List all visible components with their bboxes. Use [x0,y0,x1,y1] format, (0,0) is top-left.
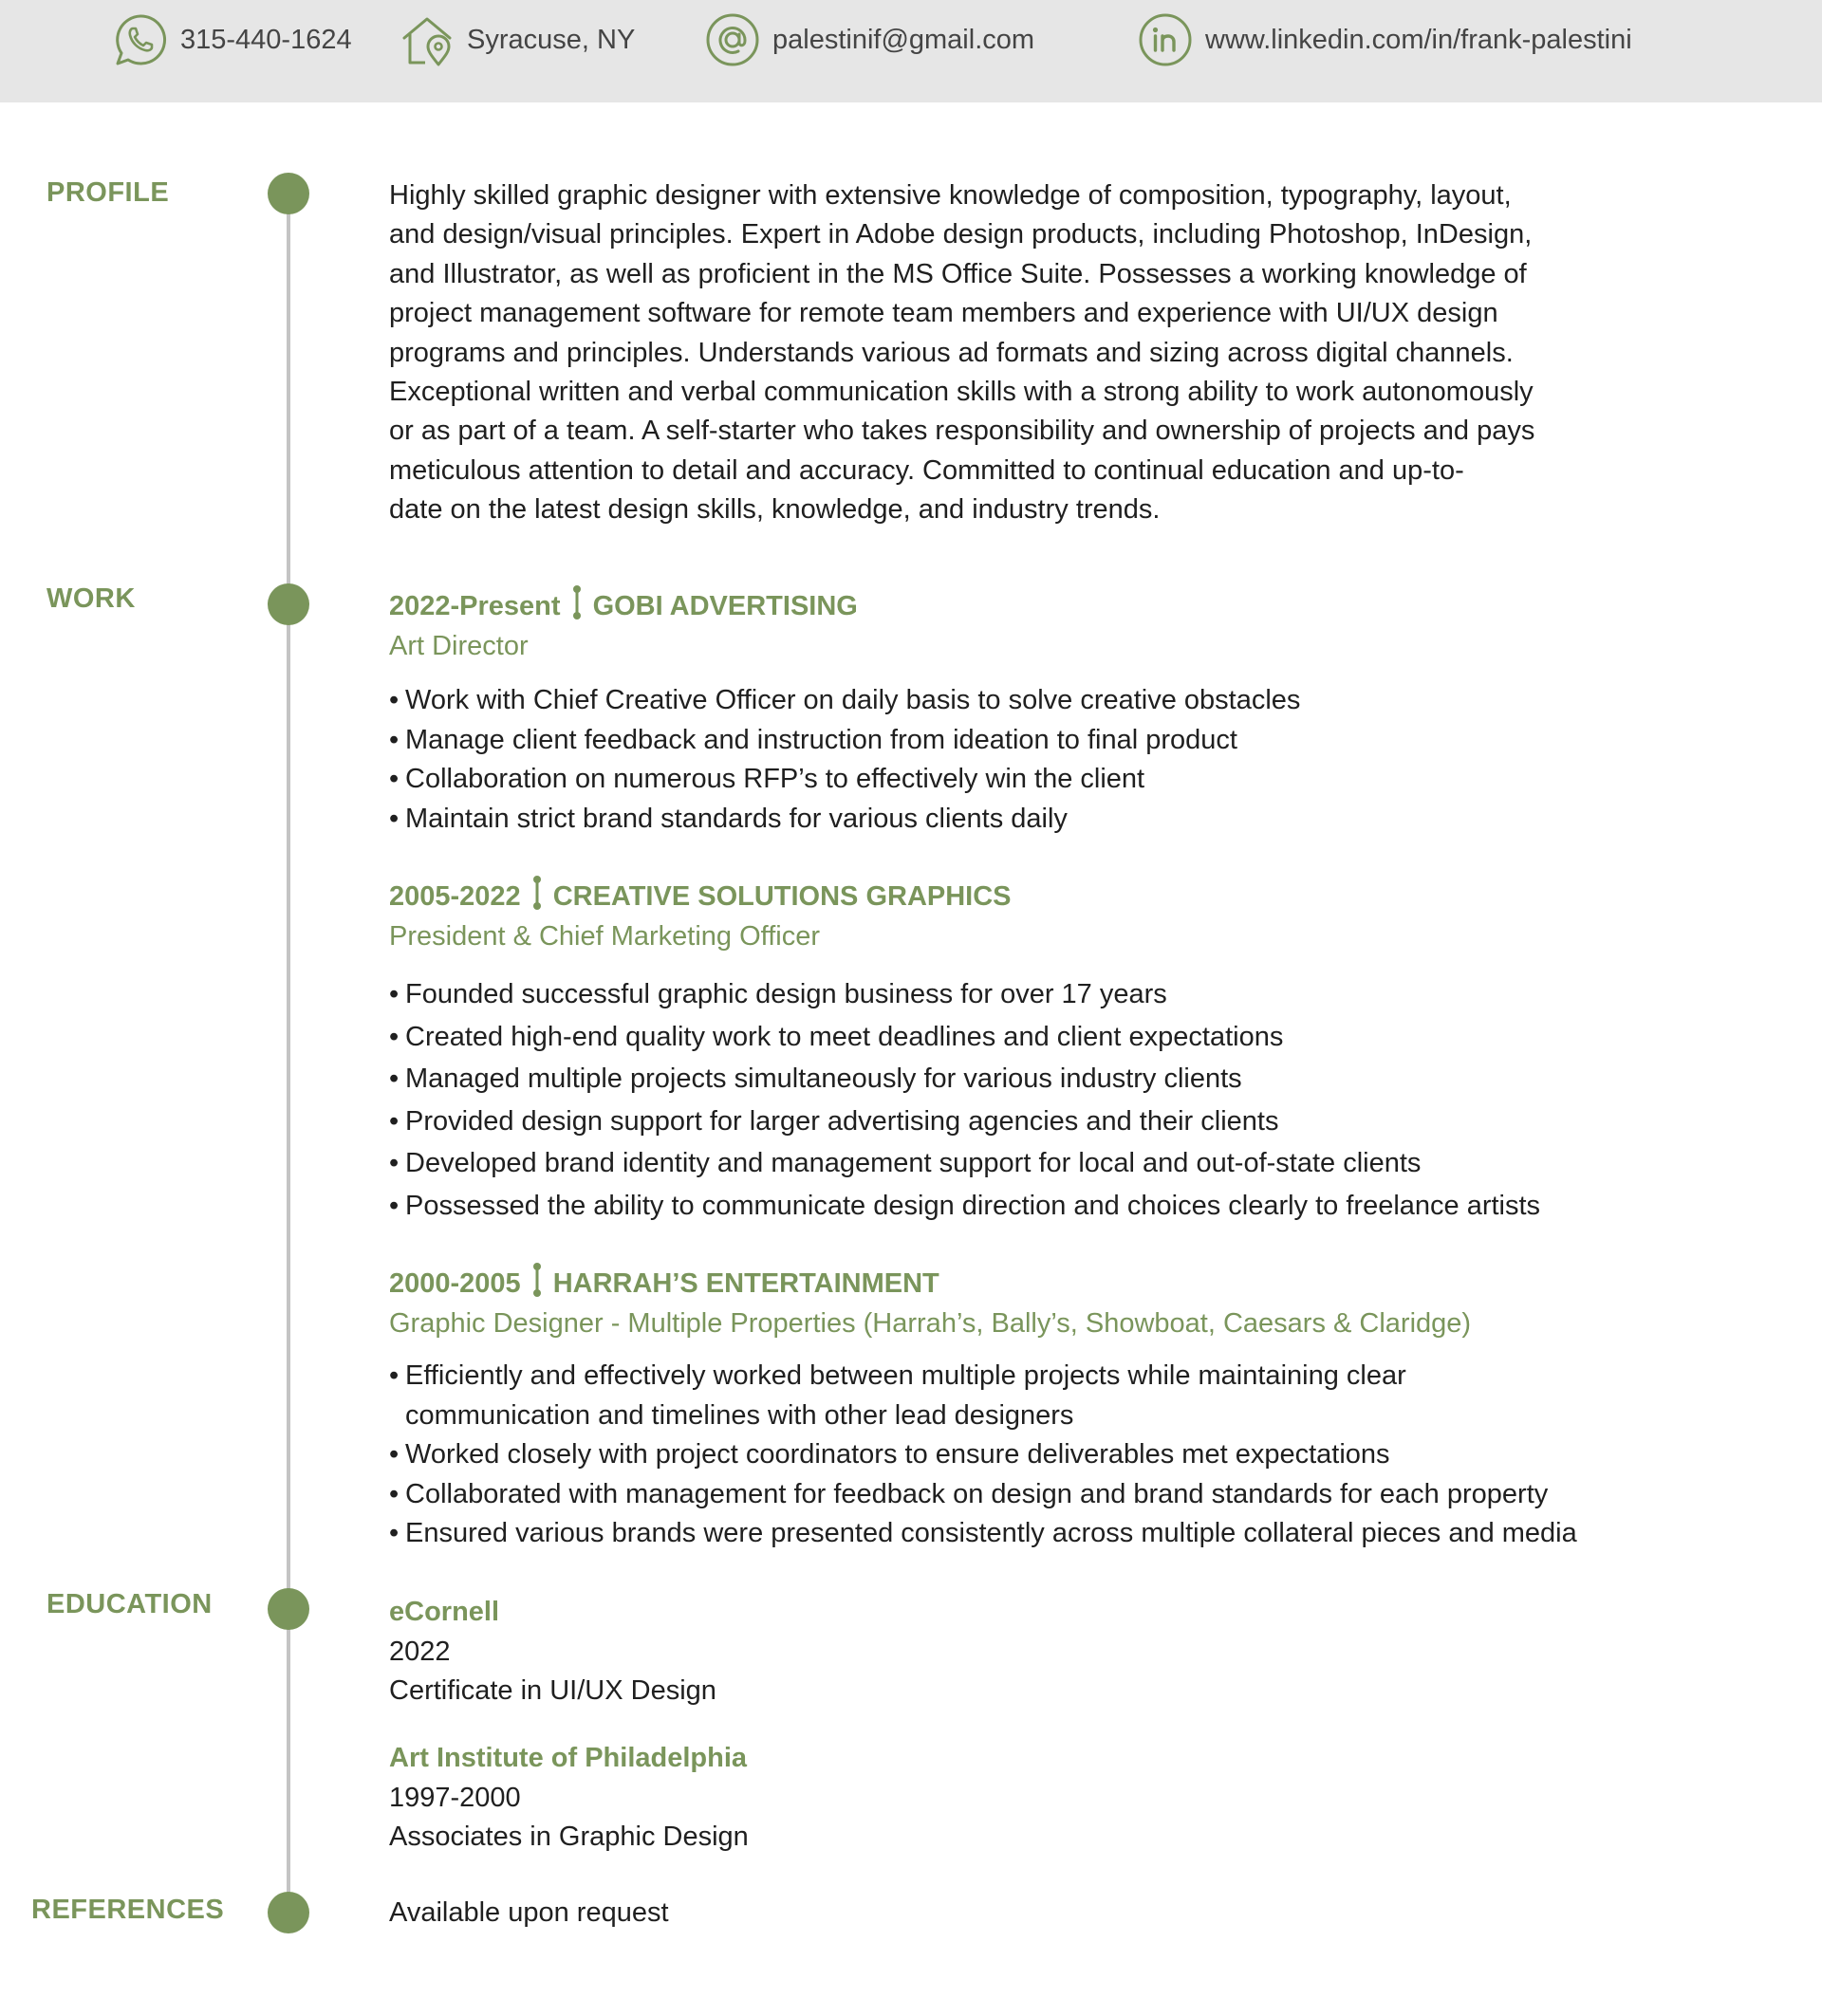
timeline-dot-education [268,1588,309,1630]
education-entry-art-institute [389,1739,1775,1858]
profile-line: project management software for remote team members and experience with UI/UX design [389,298,1498,329]
list-item: • Worked closely with project coordinators to ensure deliverables met expectations [389,1435,1775,1475]
work-entry-gobi [389,586,1775,839]
profile-line: date on the latest design skills, knowledge, and industry trends. [389,494,1161,526]
edu-years: 2022 [389,1636,451,1667]
contact-linkedin[interactable] [1137,0,1632,80]
timeline-dot-work [268,583,309,625]
list-item: • Created high-end quality work to meet deadlines and client expectations [389,1016,1775,1059]
list-item: • Collaboration on numerous RFP’s to effectively win the client [389,760,1775,800]
location-text: Syracuse, NY [467,24,636,55]
section-title-education: EDUCATION [46,1589,213,1619]
references-text: Available upon request [389,1897,669,1928]
list-item-line: • Efficiently and effectively worked between multiple projects while maintaining clear [405,1360,1406,1391]
list-item: • Managed multiple projects simultaneously for various industry clients [389,1058,1775,1100]
email-text: palestinif@gmail.com [772,24,1035,55]
edu-years: 1997-2000 [389,1782,521,1813]
job-role: President & Chief Marketing Officer [389,921,820,952]
phone-text: 315-440-1624 [180,24,352,55]
job-bullets [389,973,1775,1228]
job-bullets [389,681,1775,839]
profile-line: Exceptional written and verbal communication skills with a strong ability to work autonomously [389,377,1534,408]
list-item: • Work with Chief Creative Officer on daily basis to solve creative obstacles [389,681,1775,721]
job-years: 2000-2005 [389,1267,521,1299]
contact-phone[interactable] [112,0,352,80]
edu-degree: Associates in Graphic Design [389,1822,749,1852]
list-item [389,1357,1775,1435]
job-role: Art Director [389,631,529,661]
list-item: • Provided design support for larger advertising agencies and their clients [389,1100,1775,1143]
profile-line: programs and principles. Understands various ad formats and sizing across digital channels. [389,337,1514,368]
list-item: • Maintain strict brand standards for various clients daily [389,800,1775,840]
at-sign-icon [704,11,761,68]
contact-email[interactable] [704,0,1034,80]
timeline-separator-icon [530,1262,544,1305]
job-bullets [389,1357,1775,1554]
profile-summary [389,176,1775,530]
profile-line: meticulous attention to detail and accuracy. Committed to continual education and up-to- [389,454,1464,486]
list-item-line: communication and timelines with other lead designers [405,1399,1074,1431]
linkedin-icon [1137,11,1194,68]
edu-degree: Certificate in UI/UX Design [389,1675,716,1706]
phone-icon [112,11,169,68]
list-item: • Founded successful graphic design business for over 17 years [389,973,1775,1016]
job-company: CREATIVE SOLUTIONS GRAPHICS [552,880,1012,912]
list-item: • Ensured various brands were presented consistently across multiple collateral pieces and media [389,1514,1775,1554]
edu-school: Art Institute of Philadelphia [389,1743,748,1773]
section-title-profile: PROFILE [46,177,170,208]
work-entry-harrahs [389,1264,1775,1554]
list-item: • Possessed the ability to communicate design direction and choices clearly to freelance artists [389,1185,1775,1228]
profile-line: Highly skilled graphic designer with extensive knowledge of composition, typography, layout, [389,180,1512,211]
profile-line: or as part of a team. A self-starter who takes responsibility and ownership of projects and pays [389,416,1535,447]
job-company: HARRAH’S ENTERTAINMENT [552,1267,939,1299]
location-home-icon [399,11,456,68]
list-item: • Manage client feedback and instruction from ideation to final product [389,721,1775,761]
job-heading [389,1264,1775,1304]
education-entry-ecornell [389,1593,1775,1711]
job-heading [389,877,1775,916]
timeline-separator-icon [530,875,544,918]
job-role: Graphic Designer - Multiple Properties (Harrah’s, Bally’s, Showboat, Caesars & Claridge) [389,1308,1472,1339]
contact-header [0,0,1822,102]
timeline-separator-icon [570,584,584,628]
job-company: GOBI ADVERTISING [592,590,858,621]
section-title-references: REFERENCES [31,1895,225,1925]
timeline-dot-references [268,1892,309,1933]
profile-line: and design/visual principles. Expert in Adobe design products, including Photoshop, InDesign, [389,219,1533,250]
job-years: 2022-Present [389,590,561,621]
list-item: • Developed brand identity and management support for local and out-of-state clients [389,1142,1775,1185]
list-item: • Collaborated with management for feedback on design and brand standards for each property [389,1475,1775,1515]
linkedin-text: www.linkedin.com/in/frank-palestini [1205,24,1632,55]
contact-location [399,0,635,80]
job-years: 2005-2022 [389,880,521,912]
timeline-line [287,194,290,1913]
job-heading [389,586,1775,626]
edu-school: eCornell [389,1597,500,1627]
profile-line: and Illustrator, as well as proficient in the MS Office Suite. Possesses a working knowledge of [389,258,1527,289]
timeline-dot-profile [268,173,309,214]
work-entry-creative-solutions [389,877,1775,1228]
section-title-work: WORK [46,583,136,614]
